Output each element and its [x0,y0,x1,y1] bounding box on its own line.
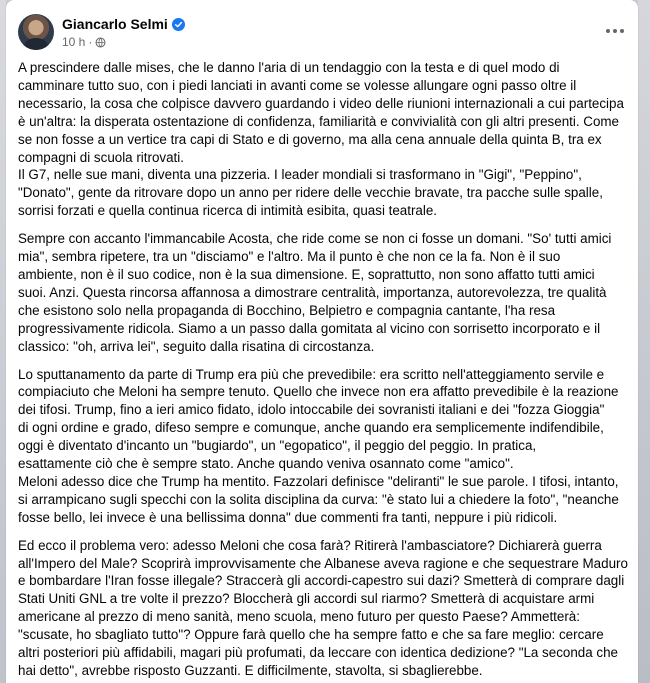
text-line: ambiente, non è il suo codice, non è la sua dimensione. E, soprattutto, non sono affatto tutti amici [18,266,595,282]
author-avatar[interactable] [18,14,54,50]
text-line: Meloni adesso dice che Trump ha mentito. Fazzolari definisce "deliranti" le sue parole. I tifosi, intanto, [18,473,619,489]
text-line: esattamente ciò che è sempre stato. Anche quando veniva osannato come "amico". [18,456,514,472]
text-line: Lo sputtanamento da parte di Trump era più che prevedibile: era scritto nell'atteggiamento servile e [18,366,605,382]
text-line: camminare tutto suo, con i piedi lanciati in avanti come se volesse allungare ogni passo oltre il [18,77,577,93]
post-meta [62,35,106,49]
more-options-button[interactable] [602,18,628,44]
post-body [18,59,628,683]
text-line: progressivamente ridicola. Siamo a un passo dalla gomitata al vicino con sorrisetto incorporato e il [18,320,601,336]
text-line: fosse bello, lei invece è una bellissima donna" due commenti fra tanti, neppure i più ridicoli. [18,509,558,525]
text-line: Il G7, nelle sue mani, diventa una pizzeria. I leader mondiali si trasformano in "Gigi", "Peppino", [18,167,582,183]
author-row [62,16,185,32]
text-line: si arrampicano sugli specchi con la solita disciplina da curva: "è stato lui a chiedere la foto", "neanche [18,491,619,507]
background-right [638,0,650,683]
text-line: "scusate, ho sbagliato tutto"? Oppure farà quello che ha sempre fatto e che sa fare meglio: cercare [18,627,604,643]
text-line: mia", sembra ripetere, tra un "disciamo" e l'altro. Ma il punto è che non ce la fa. Non è il suo [18,249,561,265]
text-line: classico: "oh, arriva lei", seguito dalla risatina di circostanza. [18,338,375,354]
post-card [6,0,638,683]
post-header [6,0,638,56]
paragraph-4 [18,537,628,680]
text-line: hai detto", avrebbe risposto Guzzanti. E difficilmente, stavolta, si sbaglierebbe. [18,663,483,678]
text-line: compagni di scuola ritrovati. [18,149,184,165]
text-line: dei tifosi. Trump, fino a ieri amico fidato, idolo intoccabile dei sovranisti italiani e dei "fozza Gioggia" [18,402,605,418]
meta-separator: · [88,35,93,49]
text-line: Stati Uniti GNL a tre volte il prezzo? Bloccherà gli accordi sul riarmo? Smetterà di acquistare armi [18,591,595,607]
dot-icon [613,29,617,33]
text-line: e bombardare l'Iran fosse illegale? Straccerà gli accordi-capestro sui dazi? Smetterà di comprare dagli [18,573,625,589]
text-line: necessario, la cosa che colpisce davvero guardando i video delle riunioni internazionali a cui partecipa [18,95,624,111]
dot-icon [620,29,624,33]
text-line: che esistono solo nella propaganda di Bocchino, Belpietro e compagnia cantante, l'ha resa [18,302,556,318]
text-line: compiaciuto che Meloni ha sempre tenuto. Quello che invece non era affatto prevedibile è la reazione [18,384,619,400]
paragraph-1 [18,59,628,220]
text-line: "Donato", gente da ritrovare dopo un anno per ridere delle vecchie bravate, tra pacche sulle spalle, [18,185,603,201]
text-line: americane al prezzo di meno sanità, meno scuola, meno futuro per questo Paese? Ammetterà: [18,609,580,625]
verified-badge-icon [172,18,185,31]
text-line: di ogni ordine e grado, difeso sempre e comunque, anche quando era semplicemente indifendibile, [18,420,604,436]
text-line: sorrisi forzati e quella continua ricerca di intimità esibita, quasi teatrale. [18,203,438,219]
globe-icon [95,37,106,48]
text-line: Sempre con accanto l'immancabile Acosta, che ride come se non ci fosse un domani. "So' tutti amici [18,231,612,247]
text-line: all'Impero del Male? Scoprirà improvvisamente che Albanese aveva ragione e che sequestrare Maduro [18,555,628,571]
text-line: se non fosse a un vertice tra capi di Stato e di governo, ma alla cena annuale della quinta B, tra ex [18,131,602,147]
dot-icon [606,29,610,33]
paragraph-3 [18,366,628,527]
author-name[interactable]: Giancarlo Selmi [62,16,168,32]
text-line: oggi è diventato d'incanto un "bugiardo", un "egopatico", il peggio del peggio. In pratica, [18,438,537,454]
post-timestamp[interactable]: 10 h [62,35,86,49]
text-line: altri posteriori più affidabili, magari più profumati, da leccare con identica dedizione? "La seconda che [18,645,618,661]
text-line: Ed ecco il problema vero: adesso Meloni che cosa farà? Ritirerà l'ambasciatore? Dichiarerà guerra [18,537,602,553]
text-line: è un'altra: la disperata ostentazione di confidenza, familiarità e convivialità con gli altri presenti. Come [18,113,619,129]
text-line: suoi. Anzi. Questa rincorsa affannosa a dimostrare centralità, importanza, autorevolezza, tre qualità [18,284,607,300]
paragraph-2 [18,230,628,355]
text-line: A prescindere dalle mises, che le danno l'aria di un tendaggio con la testa e di quel modo di [18,60,560,75]
